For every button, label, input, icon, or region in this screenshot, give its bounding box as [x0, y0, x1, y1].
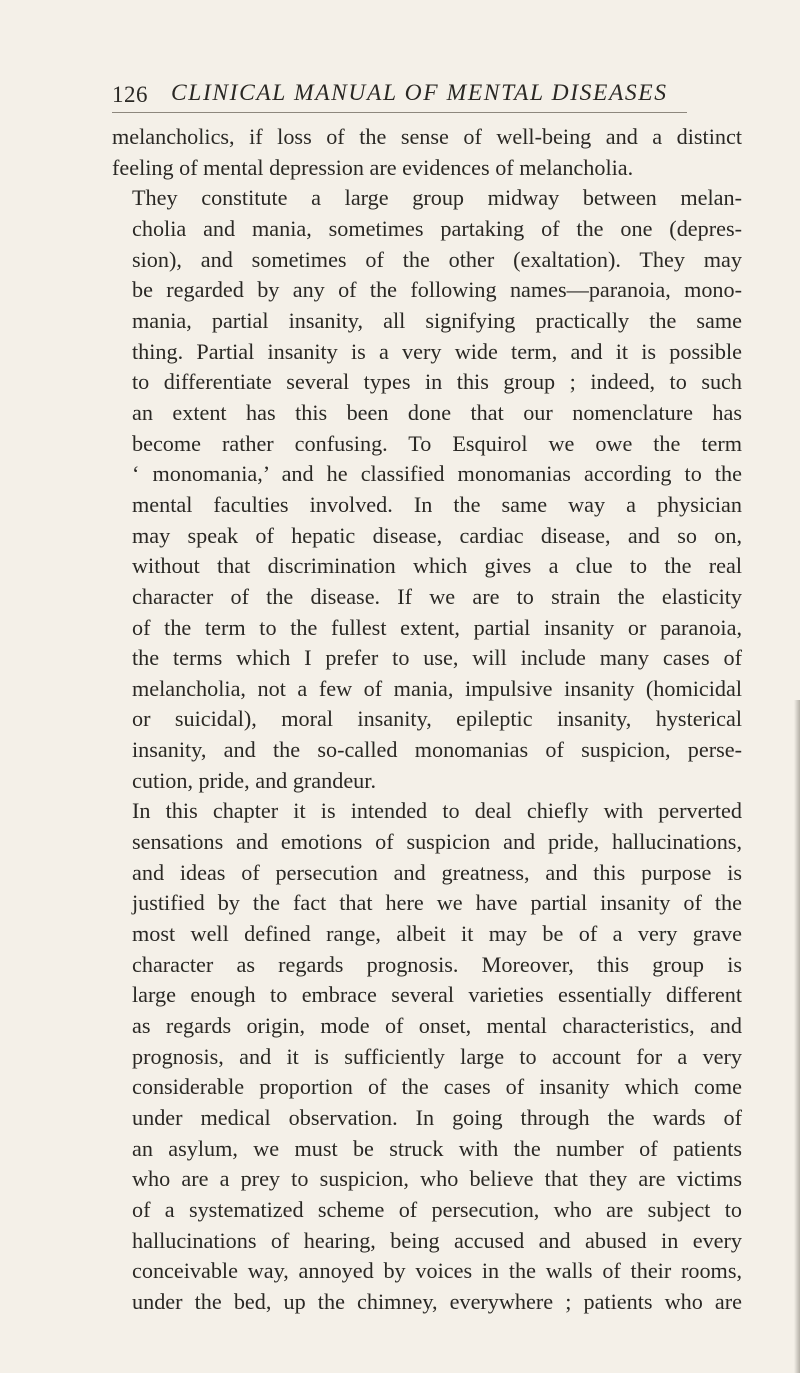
text-line: without that discrimination which gives a clue to the real: [132, 553, 742, 579]
text-line: considerable proportion of the cases of insanity which come: [132, 1074, 742, 1100]
text-line: hallucinations of hearing, being accused and abused in every: [132, 1227, 742, 1253]
text-line: under medical observation. In going through the wards of: [132, 1105, 742, 1130]
text-line: thing. Partial insanity is a very wide term, and it is possible: [132, 338, 742, 364]
text-line: sion), and sometimes of the other (exaltation). They may: [132, 246, 742, 272]
text-line: ‘ monomania,’ and he classified monomanias according to the: [132, 461, 742, 487]
text-line: who are a prey to suspicion, who believe that they are victims: [132, 1166, 742, 1192]
text-line: cholia and mania, sometimes partaking of the one (depres-: [132, 215, 742, 241]
text-line: insanity, and the so-called monomanias of suspicion, perse-: [132, 737, 742, 763]
text-line: as regards origin, mode of onset, mental characteristics, and: [132, 1013, 742, 1039]
text-line: or suicidal), moral insanity, epileptic insanity, hysterical: [132, 706, 742, 732]
page-number: 126: [112, 82, 148, 107]
text-line: may speak of hepatic disease, cardiac disease, and so on,: [132, 522, 742, 548]
text-line: sensations and emotions of suspicion and pride, hallucinations,: [132, 829, 742, 855]
text-line: an extent has this been done that our nomenclature has: [132, 399, 742, 425]
text-line: mental faculties involved. In the same way a physician: [132, 491, 742, 517]
text-line: under the bed, up the chimney, everywhere ; patients who are: [132, 1288, 742, 1314]
text-line: to differentiate several types in this group ; indeed, to such: [132, 369, 742, 395]
text-line: be regarded by any of the following names—paranoia, mono-: [132, 277, 742, 303]
text-line: large enough to embrace several varieties essentially different: [132, 982, 742, 1008]
text-line: mania, partial insanity, all signifying practically the same: [132, 307, 742, 333]
text-line: feeling of mental depression are evidences of melancholia.: [112, 154, 634, 180]
text-line: become rather confusing. To Esquirol we owe the term: [132, 430, 742, 456]
paragraph-2: [112, 183, 742, 796]
paragraph-1: [112, 122, 742, 183]
page-edge-shadow: [794, 700, 800, 1373]
text-line: melancholia, not a few of mania, impulsive insanity (homicidal: [132, 675, 742, 701]
text-line: prognosis, and it is sufficiently large to account for a very: [132, 1043, 742, 1069]
text-line: justified by the fact that here we have partial insanity of the: [132, 890, 742, 916]
paragraph-3: [112, 796, 742, 1317]
text-line: most well defined range, albeit it may be of a very grave: [132, 921, 742, 947]
text-line: They constitute a large group midway between melan-: [132, 185, 742, 211]
text-line: the terms which I prefer to use, will include many cases of: [132, 645, 742, 671]
running-head: [112, 76, 692, 112]
text-line: of the term to the fullest extent, partial insanity or paranoia,: [132, 614, 742, 640]
text-line: melancholics, if loss of the sense of well-being and a distinct: [112, 124, 742, 149]
header-rule: [112, 112, 687, 113]
text-line: conceivable way, annoyed by voices in the walls of their rooms,: [132, 1258, 742, 1284]
text-line: of a systematized scheme of persecution, who are subject to: [132, 1196, 742, 1222]
text-line: an asylum, we must be struck with the number of patients: [132, 1135, 742, 1161]
text-line: character as regards prognosis. Moreover, this group is: [132, 951, 742, 977]
running-title: CLINICAL MANUAL OF MENTAL DISEASES: [171, 80, 668, 106]
body-text: [112, 122, 742, 1318]
text-line: In this chapter it is intended to deal chiefly with perverted: [132, 798, 742, 824]
text-line: character of the disease. If we are to strain the elasticity: [132, 583, 742, 609]
text-line: cution, pride, and grandeur.: [132, 767, 376, 793]
text-line: and ideas of persecution and greatness, and this purpose is: [132, 859, 742, 885]
